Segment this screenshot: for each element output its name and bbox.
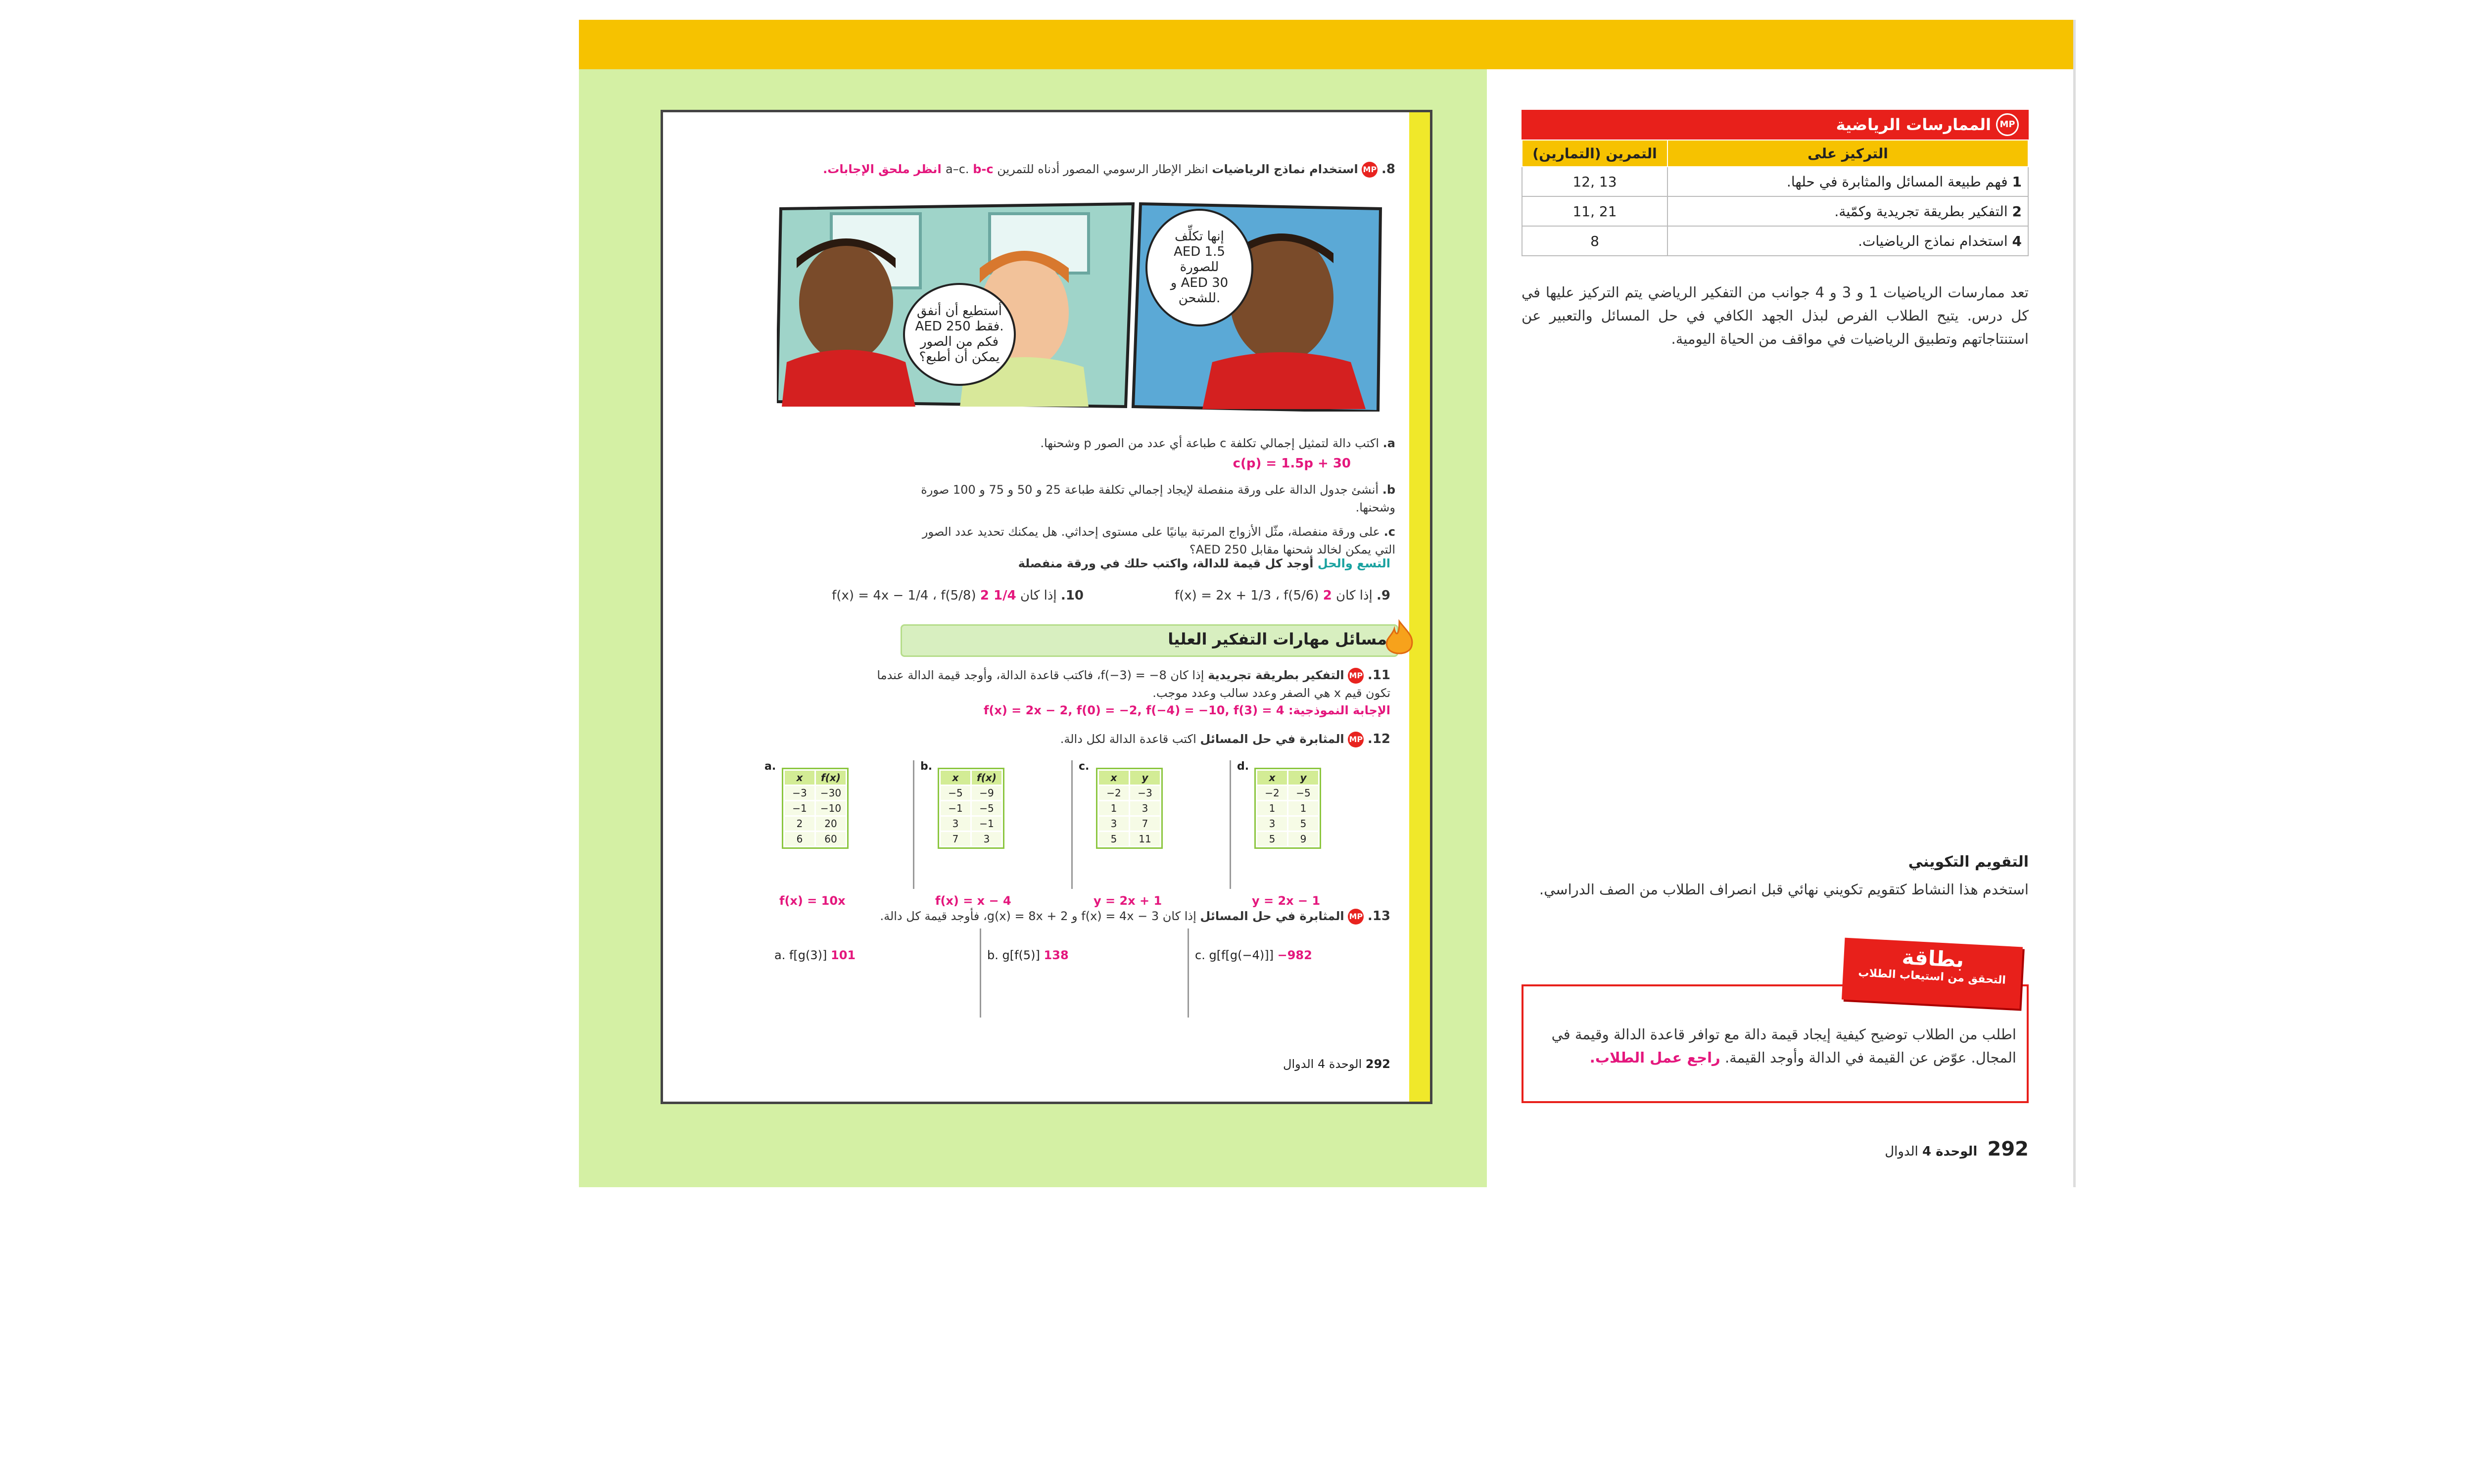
table-row — [940, 816, 1002, 832]
practice-icon: MP — [1362, 162, 1378, 178]
exercise-number: 13. — [1367, 909, 1390, 924]
item-answer: 138 — [1044, 948, 1069, 962]
column-divider — [1230, 760, 1231, 889]
exercise-number: 12. — [1367, 732, 1390, 746]
table-cell: 5 — [1257, 832, 1288, 847]
page-margin-strip — [1409, 112, 1430, 1102]
practice-heading — [797, 556, 1390, 570]
table-cell: 5 — [1288, 816, 1319, 832]
page-edge-divider — [2073, 20, 2076, 1187]
page-number: 292 — [1365, 1057, 1390, 1071]
table-cell: 7 — [940, 832, 971, 847]
function-table — [782, 768, 849, 849]
column-divider — [1071, 760, 1073, 889]
bubble-line: للشحن. — [1178, 290, 1221, 306]
practice-number: 4 — [2012, 232, 2022, 249]
chapter-label: الدوال — [1885, 1144, 1918, 1159]
practices-icon: MP — [1996, 113, 2019, 136]
table-cell: −1 — [784, 801, 815, 816]
exercise-13c — [1195, 948, 1312, 962]
student-page-footer — [1283, 1057, 1390, 1071]
table-cell: −3 — [1130, 786, 1161, 801]
table-row — [1098, 832, 1161, 847]
math-practices-table — [1522, 139, 2029, 256]
exercise-title: المثابرة في حل المسائل — [1200, 909, 1344, 923]
practice-icon: MP — [1348, 732, 1364, 747]
exercise-13b — [987, 948, 1069, 962]
table-header: f(x) — [971, 770, 1002, 786]
exercise-13a — [774, 948, 856, 962]
column-header: التركيز على — [1667, 140, 2028, 167]
table-label: a. — [764, 760, 776, 773]
table-cell: 11, 21 — [1522, 196, 1667, 226]
practice-instruction: أوجد كل قيمة للدالة، واكتب حلك في ورقة منفصلة — [1018, 556, 1314, 570]
title-text: الممارسات الرياضية — [1836, 115, 1991, 134]
table-row — [940, 786, 1002, 801]
table-row — [940, 801, 1002, 816]
exit-card-text — [1534, 1023, 2016, 1069]
item-answer: 101 — [831, 948, 856, 962]
exercise-answer: 2 — [1323, 588, 1332, 603]
teacher-page-footer — [1856, 1138, 2029, 1160]
card-answer: راجع عمل الطلاب. — [1589, 1049, 1720, 1066]
table-row — [940, 832, 1002, 847]
hots-banner — [901, 624, 1398, 657]
table-cell: 1 — [1098, 801, 1130, 816]
part-a-answer: c(p) = 1.5p + 30 — [1233, 456, 1351, 471]
formative-assessment-title: التقويم التكويني — [1908, 853, 2029, 871]
badge-title: بطاقة — [1901, 944, 1965, 973]
practice-text: التفكير بطريقة تجريدية وكمّية. — [1834, 203, 2008, 220]
column-divider — [980, 928, 981, 1018]
part-label: c. — [1383, 525, 1395, 539]
exercise-text: إذا كان f(−3) = −8، فاكتب قاعدة الدالة، وأوجد قيمة الدالة عندما تكون قيم x هي الصفر وعدد سالب وعدد موجب. — [877, 668, 1390, 700]
table-cell: −5 — [940, 786, 971, 801]
exercise-13 — [797, 909, 1390, 925]
table-cell: −30 — [815, 786, 847, 801]
part-b — [901, 481, 1395, 516]
table-cell: 1 — [1288, 801, 1319, 816]
column-divider — [1188, 928, 1189, 1018]
table-cell: −1 — [940, 801, 971, 816]
practice-number: 1 — [2012, 173, 2022, 190]
table-row — [1098, 816, 1161, 832]
function-table — [1254, 768, 1321, 849]
part-a — [732, 436, 1395, 450]
exercise-10 — [807, 588, 1084, 603]
table-answer: f(x) = 10x — [779, 894, 846, 908]
table-row — [1522, 226, 2028, 256]
table-header: f(x) — [815, 770, 847, 786]
part-label: b. — [1382, 483, 1395, 497]
table-header: x — [784, 770, 815, 786]
exercise-text: إذا كان f(x) = 2x + 1/3 ، f(5/6) — [1175, 588, 1373, 603]
item-answer: −982 — [1277, 948, 1312, 962]
table-row — [1257, 786, 1319, 801]
table-cell — [1667, 196, 2028, 226]
item-label: b. g[f(5)] — [987, 948, 1040, 962]
table-cell — [1667, 167, 2028, 196]
table-cell: −9 — [971, 786, 1002, 801]
table-cell: −5 — [1288, 786, 1319, 801]
exercise-9 — [1113, 588, 1390, 603]
exercise-answer: 2 1/4 — [980, 588, 1016, 603]
table-answer: y = 2x − 1 — [1252, 894, 1321, 908]
page-number: 292 — [1987, 1138, 2029, 1160]
practice-icon: MP — [1348, 668, 1364, 684]
table-row — [784, 786, 847, 801]
column-divider — [913, 760, 914, 889]
bubble-line: للصورة — [1180, 260, 1219, 275]
formative-assessment-text: استخدم هذا النشاط كتقويم تكويني نهائي قبل انصراف الطلاب من الصف الدراسي. — [1539, 881, 2029, 898]
table-cell: 3 — [1257, 816, 1288, 832]
exercise-number: 9. — [1377, 588, 1390, 603]
table-cell: −5 — [971, 801, 1002, 816]
table-row — [784, 816, 847, 832]
hots-title: مسائل مهارات التفكير العليا — [1168, 630, 1387, 649]
bubble-line: فكم من الصور — [920, 334, 999, 349]
bubble-line: و AED 30 — [1170, 275, 1229, 290]
flame-icon — [1382, 619, 1417, 658]
table-label: c. — [1079, 760, 1090, 773]
table-row — [1257, 832, 1319, 847]
part-label: a. — [1382, 436, 1395, 450]
exercise-text: انظر الإطار الرسومي المصور أدناه للتمرين a–c. — [946, 162, 1208, 176]
comic-illustration — [777, 199, 1385, 412]
function-table — [1096, 768, 1163, 849]
table-cell: 3 — [1098, 816, 1130, 832]
comic-artwork — [777, 199, 1385, 412]
table-cell: 20 — [815, 816, 847, 832]
exercise-title: استخدام نماذج الرياضيات — [1212, 162, 1358, 176]
bubble-line: AED 1.5 — [1174, 244, 1225, 260]
part-c — [901, 523, 1395, 558]
exercise-text: إذا كان f(x) = 4x − 3 و g(x) = 8x + 2، فأوجد قيمة كل دالة. — [880, 909, 1196, 923]
exercise-number: 8. — [1381, 162, 1395, 177]
bubble-line: يمكن أن أطبع؟ — [919, 350, 1000, 365]
table-row — [1522, 167, 2028, 196]
table-cell: −1 — [971, 816, 1002, 832]
item-label: a. f[g(3)] — [774, 948, 827, 962]
exercise-8 — [713, 162, 1395, 178]
exercise-number: 11. — [1367, 668, 1390, 683]
table-header: y — [1130, 770, 1161, 786]
practice-icon: MP — [1348, 909, 1364, 925]
part-text: اكتب دالة لتمثيل إجمالي تكلفة c طباعة أي عدد من الصور p وشحنها. — [1040, 436, 1380, 450]
exercise-12 — [797, 732, 1390, 747]
table-cell: 3 — [1130, 801, 1161, 816]
math-practices-title — [1522, 110, 2029, 139]
table-cell: 12, 13 — [1522, 167, 1667, 196]
exercise-title: التفكير بطريقة تجريدية — [1208, 668, 1344, 682]
table-label: d. — [1237, 760, 1249, 773]
table-cell — [1667, 226, 2028, 256]
function-table — [938, 768, 1004, 849]
unit-label: الوحدة 4 الدوال — [1283, 1057, 1362, 1071]
table-answer: f(x) = x − 4 — [935, 894, 1011, 908]
table-answer: y = 2x + 1 — [1094, 894, 1162, 908]
sample-answer: f(x) = 2x − 2, f(0) = −2, f(−4) = −10, f(3) = 4 — [983, 703, 1285, 717]
exercise-11-answer — [846, 703, 1390, 717]
table-header: x — [1257, 770, 1288, 786]
table-row — [1098, 801, 1161, 816]
bubble-line: AED 250 فقط. — [915, 319, 1004, 334]
table-cell: 5 — [1098, 832, 1130, 847]
speech-bubble-right — [1145, 209, 1253, 326]
bubble-line: أستطيع أن أنفق — [916, 303, 1002, 319]
part-text: على ورقة منفصلة، مثّل الأزواج المرتبة بيانيًا على مستوى إحداثي. هل يمكنك تحديد عدد الصور التي يمكن لخالد شحنها مقابل AED 250؟ — [922, 525, 1395, 556]
exercise-11 — [871, 666, 1390, 702]
table-cell: 6 — [784, 832, 815, 847]
top-banner — [579, 20, 2076, 69]
math-practices-description: تعد ممارسات الرياضيات 1 و 3 و 4 جوانب من التفكير الرياضي يتم التركيز عليها في كل درس. يتيح الطلاب الفرص لبذل الجهد الكافي في حل المسائل والتعبير عن استنتاجاتهم وتطبيق الرياضيات في مواقف من الحياة اليومية. — [1522, 284, 2029, 347]
column-header: التمرين (التمارين) — [1522, 140, 1667, 167]
table-row — [784, 801, 847, 816]
table-cell: −10 — [815, 801, 847, 816]
item-label: c. g[f[g(−4)]] — [1195, 948, 1274, 962]
part-text: أنشئ جدول الدالة على ورقة منفصلة لإيجاد إجمالي تكلفة طباعة 25 و 50 و 75 و 100 صورة وشحنها. — [921, 483, 1395, 514]
student-page — [661, 110, 1432, 1104]
table-cell: −2 — [1257, 786, 1288, 801]
unit-label: الوحدة 4 — [1922, 1144, 1978, 1159]
exercise-title: المثابرة في حل المسائل — [1200, 732, 1344, 746]
exit-card-badge — [1842, 938, 2023, 1009]
table-cell: 3 — [971, 832, 1002, 847]
table-cell: −2 — [1098, 786, 1130, 801]
table-cell: 2 — [784, 816, 815, 832]
table-row — [1098, 786, 1161, 801]
table-header: y — [1288, 770, 1319, 786]
table-cell: 1 — [1257, 801, 1288, 816]
practice-label: التسع والحل — [1317, 556, 1390, 570]
table-cell: 3 — [940, 816, 971, 832]
table-cell: 11 — [1130, 832, 1161, 847]
answer-reference: b-c انظر ملحق الإجابات. — [823, 162, 994, 176]
badge-subtitle: التحقق من استيعاب الطلاب — [1857, 967, 2006, 987]
table-row — [784, 832, 847, 847]
card-instructions: اطلب من الطلاب توضيح كيفية إيجاد قيمة دالة مع توافر قاعدة الدالة وقيمة في المجال. عوّض عن القيمة في الدالة وأوجد القيمة. — [1551, 1026, 2016, 1066]
table-cell: 9 — [1288, 832, 1319, 847]
table-cell: 7 — [1130, 816, 1161, 832]
table-row — [1257, 801, 1319, 816]
practice-text: استخدام نماذج الرياضيات. — [1858, 232, 2008, 249]
table-cell: 60 — [815, 832, 847, 847]
function-tables — [663, 760, 1415, 924]
practice-number: 2 — [2012, 203, 2022, 220]
table-label: b. — [920, 760, 933, 773]
table-row — [1522, 196, 2028, 226]
table-cell: −3 — [784, 786, 815, 801]
speech-bubble-left — [903, 283, 1016, 386]
table-header: x — [1098, 770, 1130, 786]
sample-label: الإجابة النموذجية: — [1288, 703, 1390, 717]
table-header: x — [940, 770, 971, 786]
practice-text: فهم طبيعة المسائل والمثابرة في حلها. — [1786, 173, 2008, 190]
bubble-line: إنها تكلِّف — [1175, 229, 1224, 244]
table-cell: 8 — [1522, 226, 1667, 256]
exercise-number: 10. — [1060, 588, 1084, 603]
table-row — [1257, 816, 1319, 832]
exercise-text: إذا كان f(x) = 4x − 1/4 ، f(5/8) — [832, 588, 1057, 603]
exercise-text: اكتب قاعدة الدالة لكل دالة. — [1060, 732, 1196, 746]
